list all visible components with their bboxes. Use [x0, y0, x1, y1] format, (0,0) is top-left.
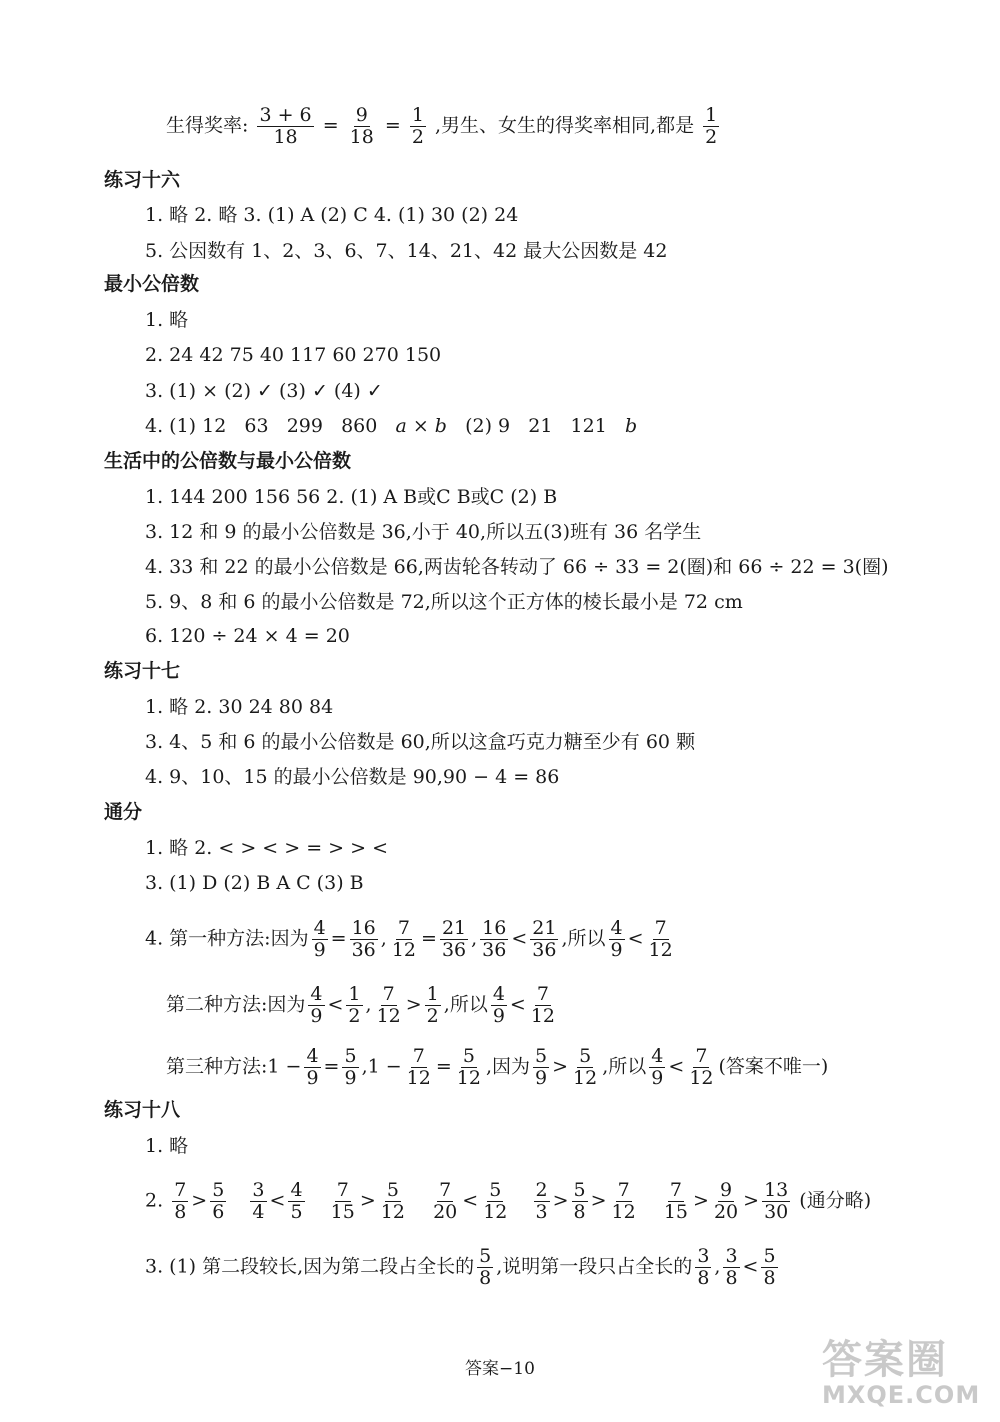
method-two-line: [166, 984, 560, 1027]
method-three-line: [166, 1046, 828, 1089]
compare-line: 2. $\frac{7}{8}$ > $\frac{5}{6}$ $\frac{3}{4}$ < $\frac{4}{5}$ $\frac{7}{15}$ > $\frac{5}{12}$ $\frac{7}{20}$ < $\frac{5}{12}$ $\frac{2}{3}$ > $\frac{5}{8}$ > $\frac{7}{12}$ $\frac{7}{15}$ > $\frac{9}{20}$ > $\frac{13}{30}$ (通分略): [145, 1179, 872, 1223]
text: 3. (1) 第二段较长,因为第二段占全长的: [145, 1255, 475, 1278]
text: 生得奖率:: [166, 114, 249, 137]
answer-line: 6. 120 ÷ 24 × 4 = 20: [145, 625, 350, 647]
text: 所以: [608, 1055, 647, 1078]
fraction: $\frac{7}{8}$: [174, 1179, 187, 1223]
text: 因为: [492, 1055, 531, 1078]
fraction: $\frac{1}{2}$: [705, 104, 718, 148]
text: ,: [443, 993, 450, 1016]
answer-line: 4. 9、10、15 的最小公倍数是 90,90 − 4 = 86: [145, 766, 560, 788]
fraction: $\frac{21}{36}$: [532, 917, 557, 961]
text: =: [323, 1055, 340, 1078]
text: 2.: [145, 1189, 164, 1212]
section-title: 练习十六: [104, 169, 181, 191]
fraction: $\frac{1}{2}$: [426, 983, 439, 1027]
fraction: $\frac{5}{9}$: [535, 1045, 548, 1089]
fraction: $\frac{5}{12}$: [456, 1045, 481, 1089]
fraction: $\frac{16}{36}$: [351, 917, 376, 961]
text: <: [511, 927, 528, 950]
fraction: $\frac{4}{9}$: [310, 983, 323, 1027]
text: 4. 第一种方法:因为: [145, 927, 309, 950]
answer-line: 4. 33 和 22 的最小公倍数是 66,两齿轮各转动了 66 ÷ 33 = 2(圈)和 66 ÷ 22 = 3(圈): [145, 556, 889, 578]
fraction: $\frac{7}{15}$: [663, 1179, 689, 1223]
text: >: [405, 993, 422, 1016]
watermark: [822, 1328, 982, 1414]
fraction: $\frac{5}{9}$: [344, 1045, 357, 1089]
fraction: $\frac{1}{2}$: [411, 104, 424, 148]
fraction: $\frac{7}{12}$: [376, 983, 401, 1027]
fraction: $\frac{4}{9}$: [651, 1045, 664, 1089]
text: b: [624, 415, 638, 437]
fraction: $\frac{4}{9}$: [492, 983, 505, 1027]
fraction: $\frac{7}{12}$: [406, 1045, 431, 1089]
answer-line: 1. 144 200 156 56 2. (1) A B或C B或C (2) B: [145, 486, 558, 508]
fraction: $\frac{7}{12}$: [530, 983, 556, 1027]
text: =: [435, 1055, 452, 1078]
fraction: $\frac{4}{9}$: [610, 917, 623, 961]
text: ,: [365, 993, 372, 1016]
fraction: $\frac{2}{3}$: [535, 1179, 548, 1223]
answer-line: 1. 略: [145, 309, 189, 331]
fraction: $\frac{3 + 6}{18}$: [259, 104, 312, 148]
answer-line: 2. 24 42 75 40 117 60 270 150: [145, 344, 442, 366]
fraction: $\frac{16}{36}$: [482, 917, 507, 961]
fraction: $\frac{1}{2}$: [348, 983, 361, 1027]
fraction: $\frac{7}{12}$: [689, 1045, 714, 1089]
fraction: $\frac{7}{12}$: [611, 1179, 636, 1223]
answer-line: 3. (1) D (2) B A C (3) B: [145, 872, 364, 894]
fraction: $\frac{7}{15}$: [330, 1179, 355, 1223]
text: (通分略): [799, 1189, 872, 1212]
text: ,说明第一段只占全长的: [496, 1255, 693, 1278]
text: ,男生、女生的得奖率相同,都是: [435, 114, 695, 137]
text: =: [421, 927, 437, 950]
watermark-logo: 答案圈: [822, 1337, 948, 1383]
fraction: $\frac{4}{9}$: [313, 917, 326, 961]
compare-line: 3. (1) 第二段较长,因为第二段占全长的 $\frac{5}{8}$ ,说明第一段只占全长的 $\frac{3}{8}$ , $\frac{3}{8}$ < $\frac{5}{8}$: [145, 1245, 776, 1289]
text: <: [509, 993, 526, 1016]
fraction: $\frac{5}{12}$: [573, 1045, 598, 1089]
fraction: $\frac{5}{8}$: [763, 1245, 776, 1289]
text: <: [627, 927, 644, 950]
fraction: $\frac{5}{6}$: [212, 1179, 225, 1223]
text: ,: [380, 927, 387, 950]
text: ,: [485, 1055, 493, 1078]
answer-line: 1. 略: [145, 1135, 189, 1157]
fraction: $\frac{3}{8}$: [697, 1245, 710, 1289]
answer-line: 3. 12 和 9 的最小公倍数是 36,小于 40,所以五(3)班有 36 名学生: [145, 521, 702, 543]
fraction: $\frac{7}{12}$: [648, 917, 673, 961]
answer-line: 5. 公因数有 1、2、3、6、7、14、21、42 最大公因数是 42: [145, 240, 668, 262]
fraction: $\frac{7}{12}$: [391, 917, 417, 961]
answer-line: 1. 略 2. 30 24 80 84: [145, 696, 334, 718]
text: 4. (1) 12 63 299 860: [145, 415, 396, 437]
fraction: $\frac{3}{8}$: [725, 1245, 738, 1289]
text: <: [668, 1055, 685, 1078]
fraction: $\frac{9}{18}$: [349, 104, 374, 148]
text: =: [384, 114, 401, 137]
fraction: $\frac{5}{12}$: [380, 1179, 405, 1223]
page-number: 答案−10: [465, 1359, 535, 1379]
text: ,: [602, 1055, 609, 1078]
answer-line: 3. (1) × (2) ✓ (3) ✓ (4) ✓: [145, 380, 383, 402]
fraction: $\frac{9}{20}$: [713, 1179, 739, 1223]
text: ,: [561, 927, 568, 950]
text: >: [552, 1055, 569, 1078]
fraction: $\frac{5}{12}$: [483, 1179, 508, 1223]
answer-line: 3. 4、5 和 6 的最小公倍数是 60,所以这盒巧克力糖至少有 60 颗: [145, 731, 696, 753]
text: <: [327, 993, 344, 1016]
text: 第二种方法:因为: [166, 993, 306, 1016]
method-one-line: [145, 918, 678, 961]
text: =: [322, 114, 339, 137]
text: (答案不唯一): [718, 1055, 829, 1078]
section-title: 通分: [104, 801, 143, 823]
text: 第三种方法:1 −: [166, 1055, 302, 1078]
fraction: $\frac{13}{30}$: [764, 1179, 789, 1223]
text: ,: [361, 1055, 368, 1078]
text: 所以: [567, 927, 606, 950]
answer-line: 5. 9、8 和 6 的最小公倍数是 72,所以这个正方体的棱长最小是 72 cm: [145, 591, 743, 613]
answer-line: 1. 略 2. < > < > = > > <: [145, 837, 389, 859]
text: 所以: [449, 993, 488, 1016]
fraction: $\frac{21}{36}$: [441, 917, 467, 961]
text: =: [330, 927, 347, 950]
text: (2) 9 21 121: [446, 415, 625, 437]
text: ,: [471, 927, 478, 950]
section-title: 练习十八: [104, 1099, 181, 1121]
answer-line: 1. 略 2. 略 3. (1) A (2) C 4. (1) 30 (2) 24: [145, 204, 519, 226]
fraction: $\frac{7}{20}$: [433, 1179, 458, 1223]
watermark-url: MXQE.COM: [822, 1381, 981, 1409]
fraction: $\frac{5}{8}$: [479, 1245, 492, 1289]
top-ratio-line: [166, 105, 722, 148]
section-title: 练习十七: [104, 660, 181, 682]
section-title: 最小公倍数: [104, 273, 200, 295]
fraction: $\frac{4}{5}$: [290, 1179, 303, 1223]
section-title: 生活中的公倍数与最小公倍数: [104, 450, 352, 472]
text: a × b: [395, 415, 447, 437]
answer-line: [145, 414, 637, 438]
fraction: $\frac{5}{8}$: [573, 1179, 586, 1223]
fraction: $\frac{4}{9}$: [306, 1045, 319, 1089]
text: 1 −: [367, 1055, 402, 1078]
fraction: $\frac{3}{4}$: [252, 1179, 265, 1223]
